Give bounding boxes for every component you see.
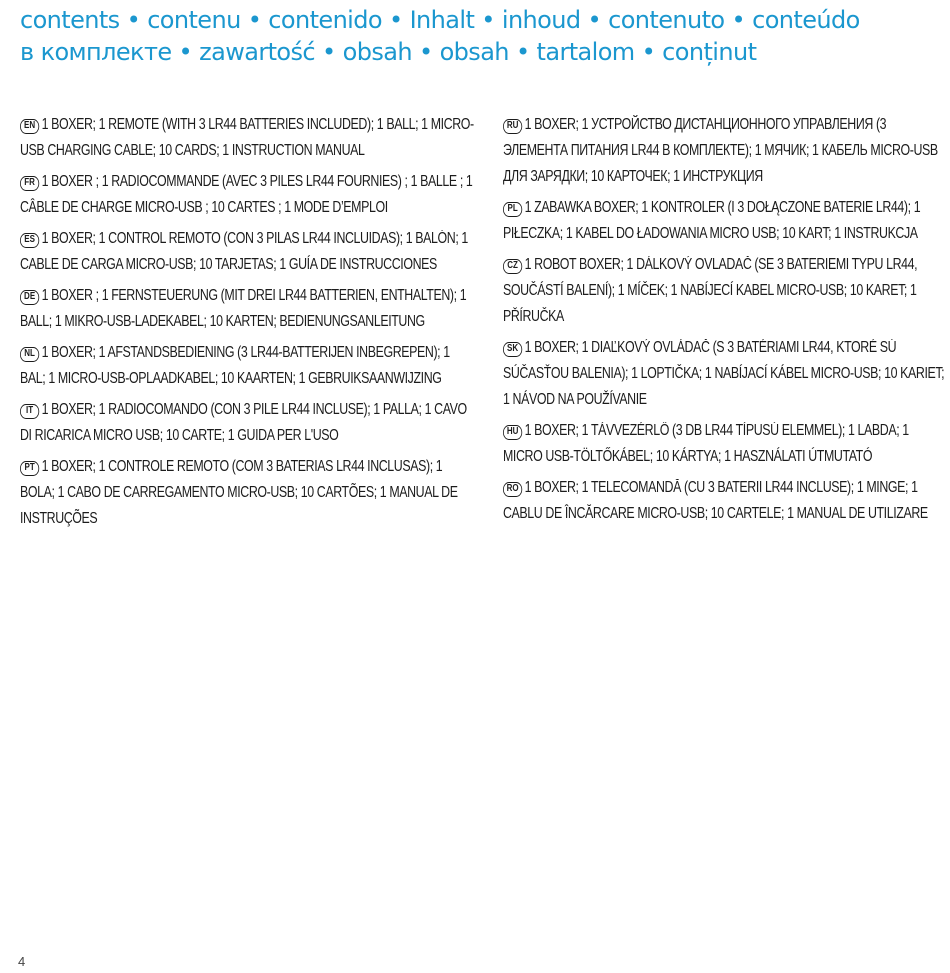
language-badge-nl: NL: [20, 347, 39, 362]
entry-ro: [503, 475, 948, 527]
entry-text-es: 1 BOXER; 1 CONTROL REMOTO (CON 3 PILAS LR44 INCLUIDAS); 1 BALÓN; 1 CABLE DE CARGA MICRO-USB; 10 TARJETAS; 1 GUÍA DE INSTRUCCIONES: [20, 230, 468, 273]
language-badge-cz: CZ: [503, 259, 522, 274]
entry-text-hu: 1 BOXER; 1 TÁVVEZÉRLŐ (3 DB LR44 TÍPUSÚ ELEMMEL); 1 LABDA; 1 MICRO USB-TÖLTŐKÁBEL; 10 KÁRTYA; 1 HASZNÁLATI ÚTMUTATÓ: [503, 422, 909, 465]
entry-text-pl: 1 ZABAWKA BOXER; 1 KONTROLER (I 3 DOŁĄCZONE BATERIE LR44); 1 PIŁECZKA; 1 KABEL DO ŁADOWANIA MICRO USB; 10 KART; 1 INSTRUKCJA: [503, 199, 921, 242]
entry-hu: [503, 418, 948, 470]
language-badge-ru: RU: [503, 119, 522, 134]
title-line-1: contents • contenu • contenido • Inhalt • inhoud • contenuto • conteúdo: [20, 6, 860, 34]
page-number: 4: [18, 954, 26, 969]
language-badge-pl: PL: [503, 202, 522, 217]
language-badge-en: EN: [20, 119, 39, 134]
entry-ru: [503, 112, 948, 190]
entry-text-it: 1 BOXER; 1 RADIOCOMANDO (CON 3 PILE LR44 INCLUSE); 1 PALLA; 1 CAVO DI RICARICA MICRO USB; 10 CARTE; 1 GUIDA PER L'USO: [20, 401, 467, 444]
entry-en: [20, 112, 475, 164]
entry-it: [20, 397, 475, 449]
entry-text-ro: 1 BOXER; 1 TELECOMANDĂ (CU 3 BATERII LR44 INCLUSE); 1 MINGE; 1 CABLU DE ÎNCĂRCARE MICRO-USB; 10 CARTELE; 1 MANUAL DE UTILIZARE: [503, 479, 928, 522]
entry-text-pt: 1 BOXER; 1 CONTROLE REMOTO (COM 3 BATERIAS LR44 INCLUSAS); 1 BOLA; 1 CABO DE CARREGAMENTO MICRO-USB; 10 CARTÕES; 1 MANUAL DE INSTRUÇÕES: [20, 458, 458, 527]
language-badge-fr: FR: [20, 176, 39, 191]
language-badge-it: IT: [20, 404, 39, 419]
entry-cz: [503, 252, 948, 330]
entry-text-de: 1 BOXER ; 1 FERNSTEUERUNG (MIT DREI LR44 BATTERIEN, ENTHALTEN); 1 BALL; 1 MIKRO-USB-LADEKABEL; 10 KARTEN; BEDIENUNGSANLEITUNG: [20, 287, 467, 330]
entry-text-sk: 1 BOXER; 1 DIAĽKOVÝ OVLÁDAČ (S 3 BATÉRIAMI LR44, KTORÉ SÚ SÚČASŤOU BALENIA); 1 LOPTIČKA; 1 NABÍJACÍ KÁBEL MICRO-USB; 10 KARIET; 1 NÁVOD NA POUŽÍVANIE: [503, 339, 945, 408]
entry-text-nl: 1 BOXER; 1 AFSTANDSBEDIENING (3 LR44-BATTERIJEN INBEGREPEN); 1 BAL; 1 MICRO-USB-OPLAADKABEL; 10 KAARTEN; 1 GEBRUIKSAANWIJZING: [20, 344, 450, 387]
language-badge-ro: RO: [503, 482, 522, 497]
entry-text-en: 1 BOXER; 1 REMOTE (WITH 3 LR44 BATTERIES INCLUDED); 1 BALL; 1 MICRO-USB CHARGING CABLE; 10 CARDS; 1 INSTRUCTION MANUAL: [20, 116, 474, 159]
entry-fr: [20, 169, 475, 221]
entry-text-cz: 1 ROBOT BOXER; 1 DÁLKOVÝ OVLADAČ (SE 3 BATERIEMI TYPU LR44, SOUČÁSTÍ BALENÍ); 1 MÍČEK; 1 NABÍJECÍ KABEL MICRO-USB; 10 KARET; 1 PŘÍRUČKA: [503, 256, 918, 325]
language-badge-hu: HU: [503, 425, 522, 440]
page-title: [20, 4, 940, 68]
entry-nl: [20, 340, 475, 392]
entry-de: [20, 283, 475, 335]
entry-pl: [503, 195, 948, 247]
right-column: [503, 112, 948, 532]
language-badge-sk: SK: [503, 342, 522, 357]
language-badge-pt: PT: [20, 461, 39, 476]
entry-sk: [503, 335, 948, 413]
language-badge-de: DE: [20, 290, 39, 305]
entry-text-fr: 1 BOXER ; 1 RADIOCOMMANDE (AVEC 3 PILES LR44 FOURNIES) ; 1 BALLE ; 1 CÂBLE DE CHARGE MICRO-USB ; 10 CARTES ; 1 MODE D’EMPLOI: [20, 173, 473, 216]
left-column: [20, 112, 475, 537]
entry-es: [20, 226, 475, 278]
title-line-2: в комплекте • zawartość • obsah • obsah • tartalom • conținut: [20, 38, 757, 66]
entry-pt: [20, 454, 475, 532]
entry-text-ru: 1 BOXER; 1 УСТРОЙСТВО ДИСТАНЦИОННОГО УПРАВЛЕНИЯ (3 ЭЛЕМЕНТА ПИТАНИЯ LR44 В КОМПЛЕКТЕ); 1 МЯЧИК; 1 КАБЕЛЬ MICRO-USB ДЛЯ ЗАРЯДКИ; 10 КАРТОЧЕК; 1 ИНСТРУКЦИЯ: [503, 116, 938, 185]
language-badge-es: ES: [20, 233, 39, 248]
